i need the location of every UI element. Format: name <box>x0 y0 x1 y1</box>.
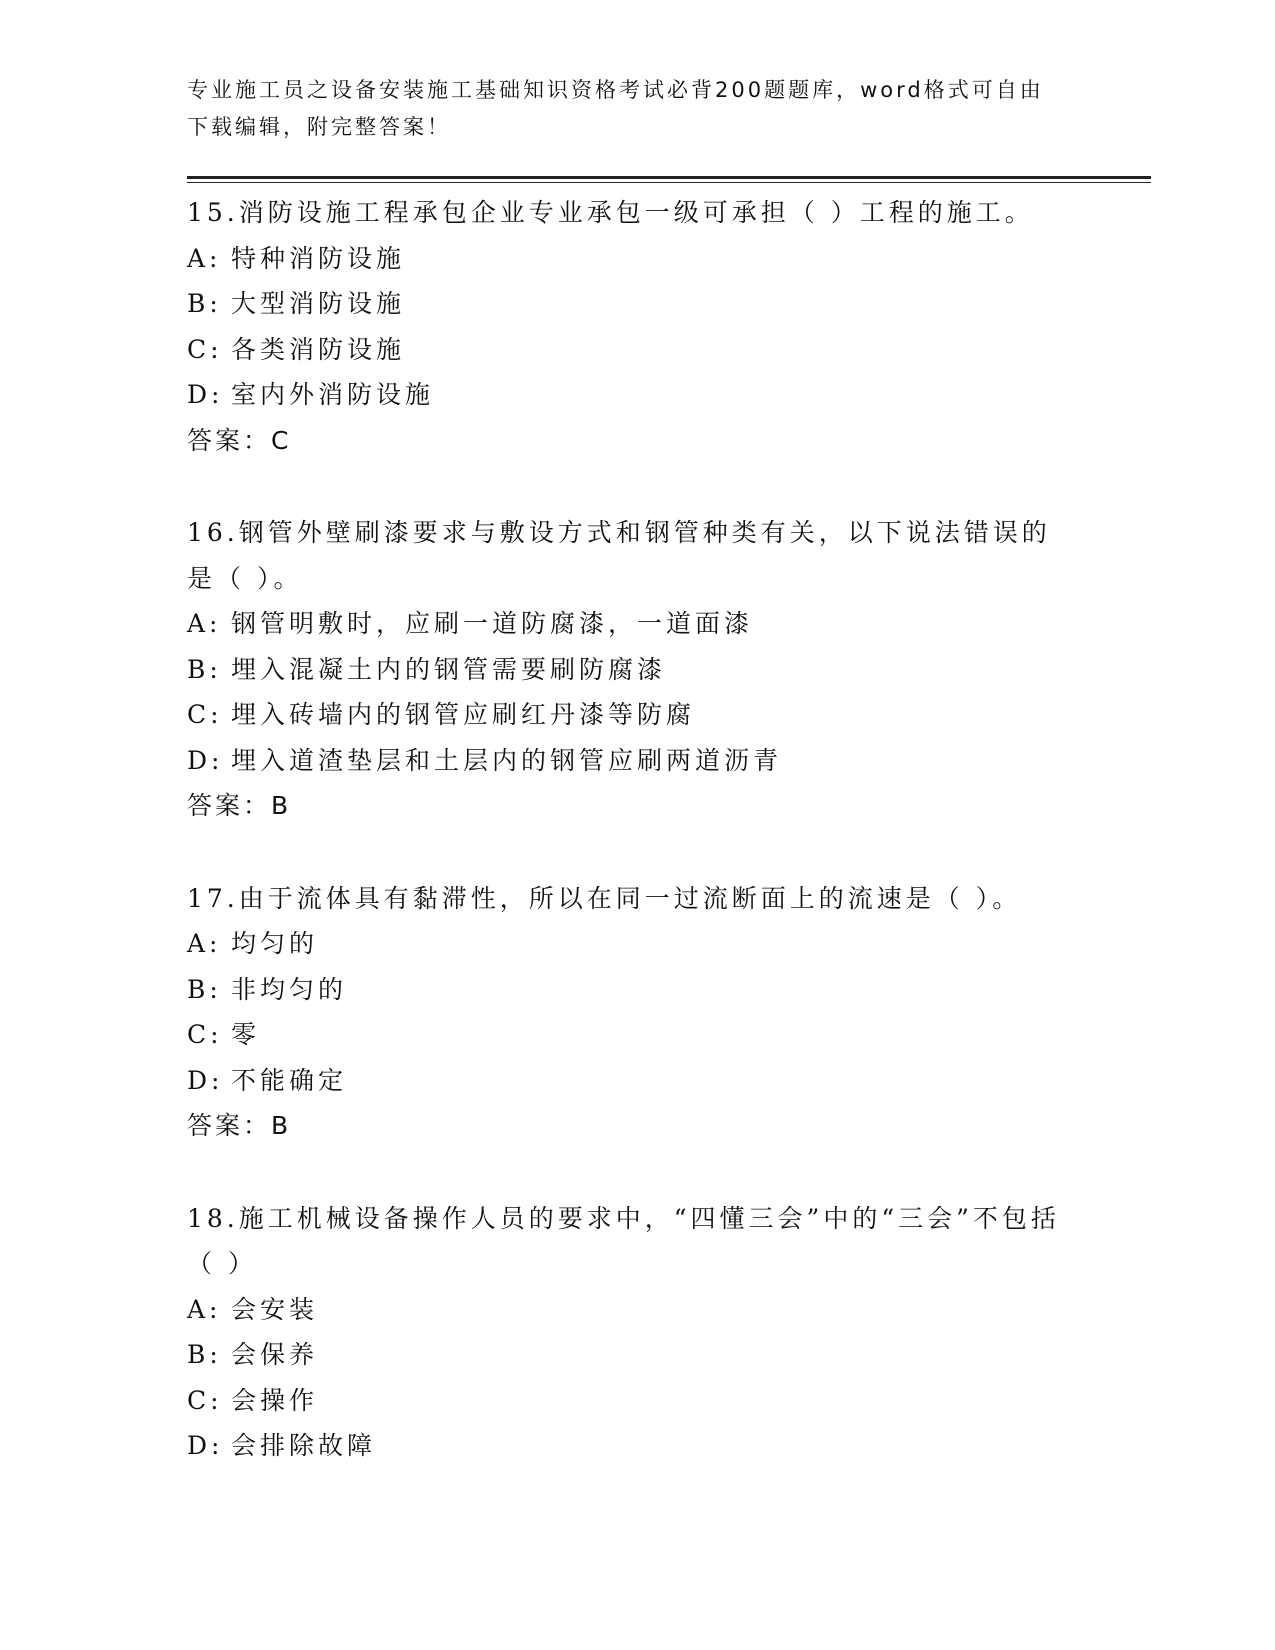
question-stem: 16.钢管外壁刷漆要求与敷设方式和钢管种类有关，以下说法错误的是（ ）。 <box>187 518 1051 593</box>
option-text: 零 <box>231 1020 261 1049</box>
option-letter: A: <box>187 243 222 273</box>
option-a <box>187 601 1087 647</box>
option-letter: D: <box>187 380 224 409</box>
option-a <box>187 236 1087 282</box>
option-c <box>187 327 1087 373</box>
option-text: 室内外消防设施 <box>231 380 435 409</box>
option-letter: B: <box>187 1340 222 1369</box>
option-b <box>187 1332 1087 1378</box>
option-b <box>187 967 1087 1013</box>
option-letter: C: <box>187 1020 223 1049</box>
option-text: 会保养 <box>231 1340 319 1369</box>
answer-line: 答案：C <box>187 425 292 455</box>
question-17 <box>187 876 1087 1149</box>
option-c <box>187 1378 1087 1424</box>
option-text: 埋入混凝土内的钢管需要刷防腐漆 <box>231 654 667 684</box>
option-text: 钢管明敷时，应刷一道防腐漆，一道面漆 <box>231 609 754 638</box>
answer-line: 答案：B <box>187 791 292 820</box>
option-d <box>187 1423 1087 1469</box>
option-b <box>187 281 1087 327</box>
question-18 <box>187 1196 1087 1469</box>
option-letter: A: <box>187 929 222 958</box>
option-letter: D: <box>187 745 224 775</box>
answer-line: 答案：B <box>187 1111 292 1140</box>
option-c <box>187 1012 1087 1058</box>
question-16 <box>187 510 1087 829</box>
option-d <box>187 372 1087 418</box>
option-text: 会排除故障 <box>231 1431 377 1460</box>
option-a <box>187 921 1087 967</box>
header-divider-thick <box>187 176 1151 179</box>
option-letter: D: <box>187 1431 224 1460</box>
option-c <box>187 692 1087 738</box>
option-letter: C: <box>187 334 223 364</box>
option-letter: D: <box>187 1065 224 1095</box>
option-text: 不能确定 <box>231 1065 348 1095</box>
option-letter: A: <box>187 609 222 638</box>
option-text: 均匀的 <box>231 929 319 958</box>
option-letter: B: <box>187 289 222 318</box>
option-a <box>187 1287 1087 1333</box>
option-letter: B: <box>187 974 222 1004</box>
question-stem: 17.由于流体具有黏滞性，所以在同一过流断面上的流速是（ ）。 <box>187 883 1022 913</box>
option-d <box>187 1058 1087 1104</box>
option-d <box>187 738 1087 784</box>
option-text: 埋入砖墙内的钢管应刷红丹漆等防腐 <box>231 700 696 729</box>
option-text: 会操作 <box>231 1385 319 1415</box>
question-list <box>187 190 1087 1516</box>
option-text: 大型消防设施 <box>231 289 406 318</box>
option-letter: A: <box>187 1294 222 1324</box>
option-text: 各类消防设施 <box>231 334 406 364</box>
question-15 <box>187 190 1087 463</box>
document-header: 专业施工员之设备安装施工基础知识资格考试必背200题题库，word格式可自由下载编辑，附完整答案！ <box>187 78 1044 139</box>
option-letter: C: <box>187 1385 223 1415</box>
question-stem: 15.消防设施工程承包企业专业承包一级可承担（ ）工程的施工。 <box>187 198 1034 227</box>
option-text: 非均匀的 <box>231 974 348 1004</box>
option-letter: C: <box>187 700 223 729</box>
question-stem: 18.施工机械设备操作人员的要求中，“四懂三会”中的“三会”不包括（ ） <box>187 1203 1060 1278</box>
option-text: 埋入道渣垫层和土层内的钢管应刷两道沥青 <box>231 745 783 775</box>
header-divider-thin <box>187 182 1151 183</box>
option-letter: B: <box>187 654 222 684</box>
option-b <box>187 647 1087 693</box>
option-text: 特种消防设施 <box>231 243 406 273</box>
option-text: 会安装 <box>231 1294 319 1324</box>
